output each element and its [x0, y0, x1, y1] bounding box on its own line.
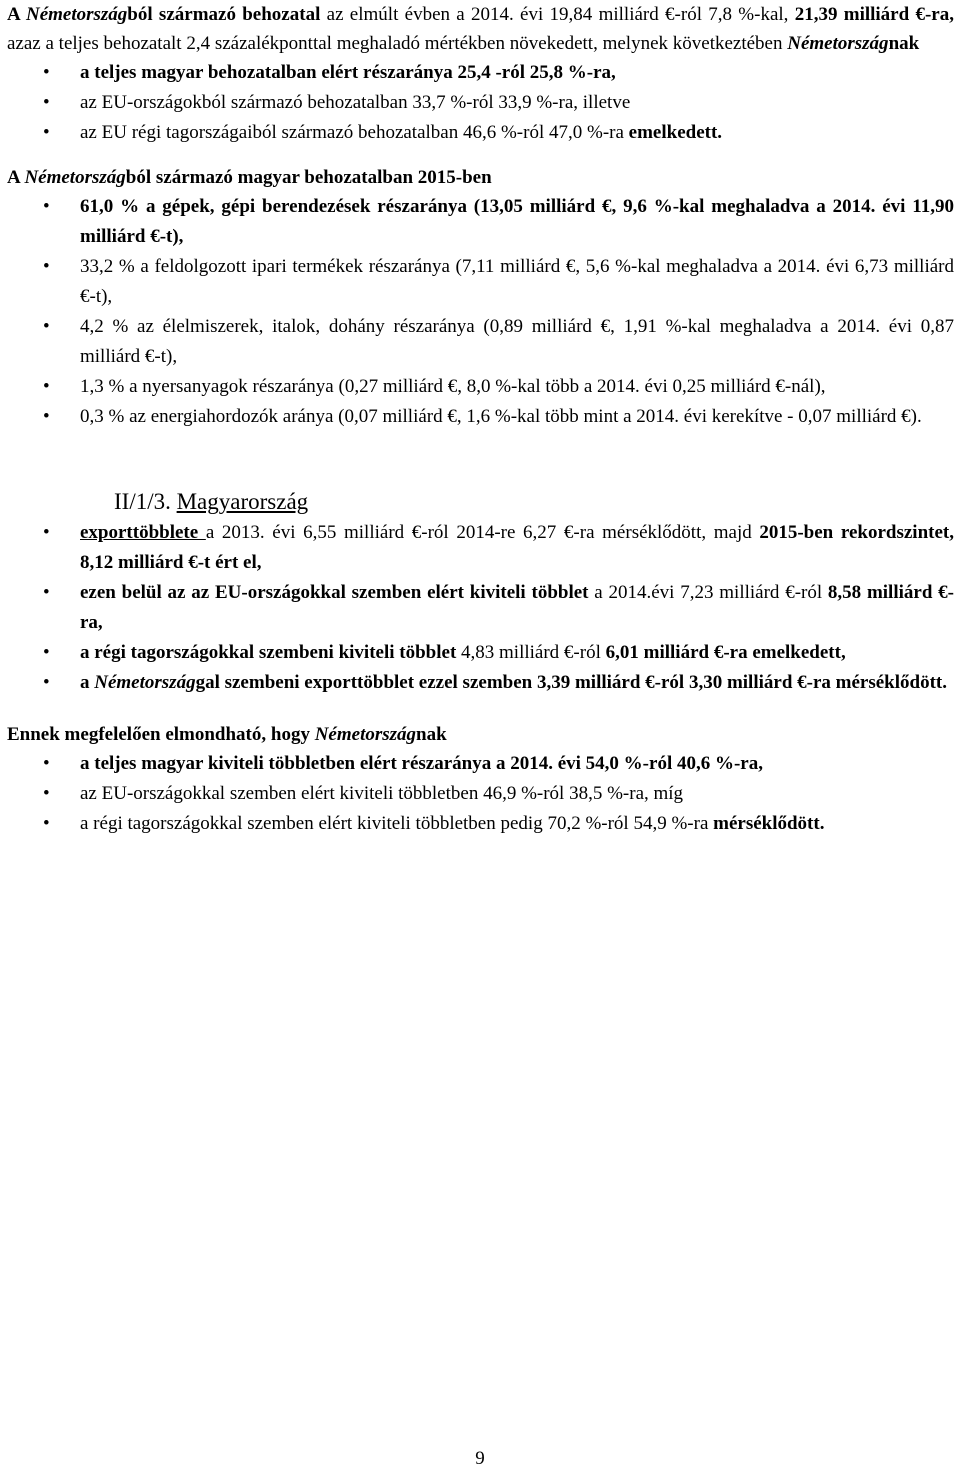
section-title: Magyarország: [176, 489, 309, 514]
list-item: [7, 118, 954, 148]
list-item: [7, 809, 954, 839]
intro-text: A: [7, 4, 26, 25]
list-item-text: exporttöbblete: [80, 522, 206, 543]
list-item: [7, 638, 954, 668]
list-item-text: 2015-ben rekordszintet, 8,12 milliárd €-t ért el,: [80, 522, 954, 573]
list-item-text: emelkedett.: [623, 122, 723, 143]
paragraph-text: A: [7, 167, 25, 188]
list-item: [7, 58, 954, 88]
list-item-text: 33,2 % a feldolgozott ipari termékek részaránya (7,11 milliárd €, 5,6 %-kal meghaladva a 2014. évi 6,73 milliárd €-t),: [80, 256, 954, 307]
summary-paragraph: [7, 720, 954, 749]
list-item: [7, 518, 954, 578]
import-share-list: [7, 58, 954, 148]
list-item-text: mérséklődött.: [713, 813, 825, 834]
section-heading: [7, 486, 954, 518]
intro-text: ból származó behozatal: [127, 4, 321, 25]
paragraph-text: Ennek megfelelően elmondható, hogy: [7, 724, 315, 745]
list-item: [7, 252, 954, 312]
list-item-text: 6,01 milliárd €-ra emelkedett,: [605, 642, 846, 663]
list-item: [7, 88, 954, 118]
intro-text: Németország: [787, 33, 889, 54]
paragraph-text: ból származó magyar behozatalban 2015-ben: [125, 167, 492, 188]
list-item-text: 1,3 % a nyersanyagok részaránya (0,27 milliárd €, 8,0 %-kal több a 2014. évi 0,25 milliárd €-nál),: [80, 376, 826, 397]
list-item-text: 4,2 % az élelmiszerek, italok, dohány részaránya (0,89 milliárd €, 1,91 %-kal meghaladva a 2014. évi 0,87 milliárd €-t),: [80, 316, 954, 367]
list-item: [7, 312, 954, 372]
list-item: [7, 578, 954, 638]
paragraph-text: Németország: [314, 724, 417, 745]
section-number: II/1/3.: [114, 489, 171, 514]
list-item-text: a 2013. évi 6,55 milliárd €-ról 2014-re 6,27 €-ra mérséklődött, majd: [205, 522, 760, 543]
list-item: [7, 668, 954, 698]
intro-paragraph: [7, 0, 954, 58]
list-item-text: a: [80, 672, 95, 693]
list-item: [7, 402, 954, 432]
intro-text: Németország: [25, 4, 128, 25]
intro-text: azaz a teljes behozatalt 2,4 százalékponttal meghaladó mértékben növekedett, melynek következtében: [7, 33, 788, 54]
list-item-text: a régi tagországokkal szembeni kiviteli többlet: [80, 642, 457, 663]
list-item-text: a teljes magyar behozatalban elért részaránya 25,4 -ról 25,8 %-ra,: [80, 62, 616, 83]
page-number: 9: [475, 1448, 485, 1469]
document-page: [7, 0, 954, 839]
paragraph-text: Németország: [24, 167, 126, 188]
import-structure-list: [7, 192, 954, 432]
list-item: [7, 372, 954, 402]
intro-text: 21,39 milliárd €-ra,: [794, 4, 954, 25]
summary-list: [7, 749, 954, 839]
list-item-text: 0,3 % az energiahordozók aránya (0,07 milliárd €, 1,6 %-kal több mint a 2014. évi kerekítve - 0,07 milliárd €).: [80, 406, 922, 427]
list-item-text: gal szembeni exporttöbblet ezzel szemben 3,39 milliárd €-ról 3,30 milliárd €-ra mérséklődött.: [195, 672, 947, 693]
list-item-text: a 2014.évi 7,23 milliárd €-ról: [588, 582, 828, 603]
list-item-text: Németország: [94, 672, 196, 693]
list-item-text: ezen belül az az EU-országokkal szemben elért kiviteli többlet: [80, 582, 589, 603]
import-structure-paragraph: [7, 163, 954, 192]
list-item-text: az EU régi tagországaiból származó behozatalban 46,6 %-ról 47,0 %-ra: [80, 122, 624, 143]
list-item: [7, 192, 954, 252]
export-surplus-list: [7, 518, 954, 698]
intro-text: az elmúlt évben a 2014. évi 19,84 milliárd €-ról 7,8 %-kal,: [320, 4, 795, 25]
paragraph-text: nak: [416, 724, 447, 745]
list-item-text: 61,0 % a gépek, gépi berendezések részaránya (13,05 milliárd €, 9,6 %-kal meghaladva a 2014. évi 11,90 milliárd €-t),: [80, 196, 954, 247]
list-item: [7, 779, 954, 809]
list-item-text: az EU-országokból származó behozatalban 33,7 %-ról 33,9 %-ra, illetve: [80, 92, 631, 113]
list-item-text: 4,83 milliárd €-ról: [456, 642, 606, 663]
list-item-text: a régi tagországokkal szemben elért kiviteli többletben pedig 70,2 %-ról 54,9 %-ra: [80, 813, 714, 834]
list-item-text: 8,58 milliárd €-ra,: [80, 582, 954, 633]
list-item-text: a teljes magyar kiviteli többletben elért részaránya a 2014. évi 54,0 %-ról 40,6 %-ra,: [80, 753, 763, 774]
list-item: [7, 749, 954, 779]
intro-text: nak: [888, 33, 920, 54]
list-item-text: az EU-országokkal szemben elért kiviteli többletben 46,9 %-ról 38,5 %-ra, míg: [80, 783, 684, 804]
